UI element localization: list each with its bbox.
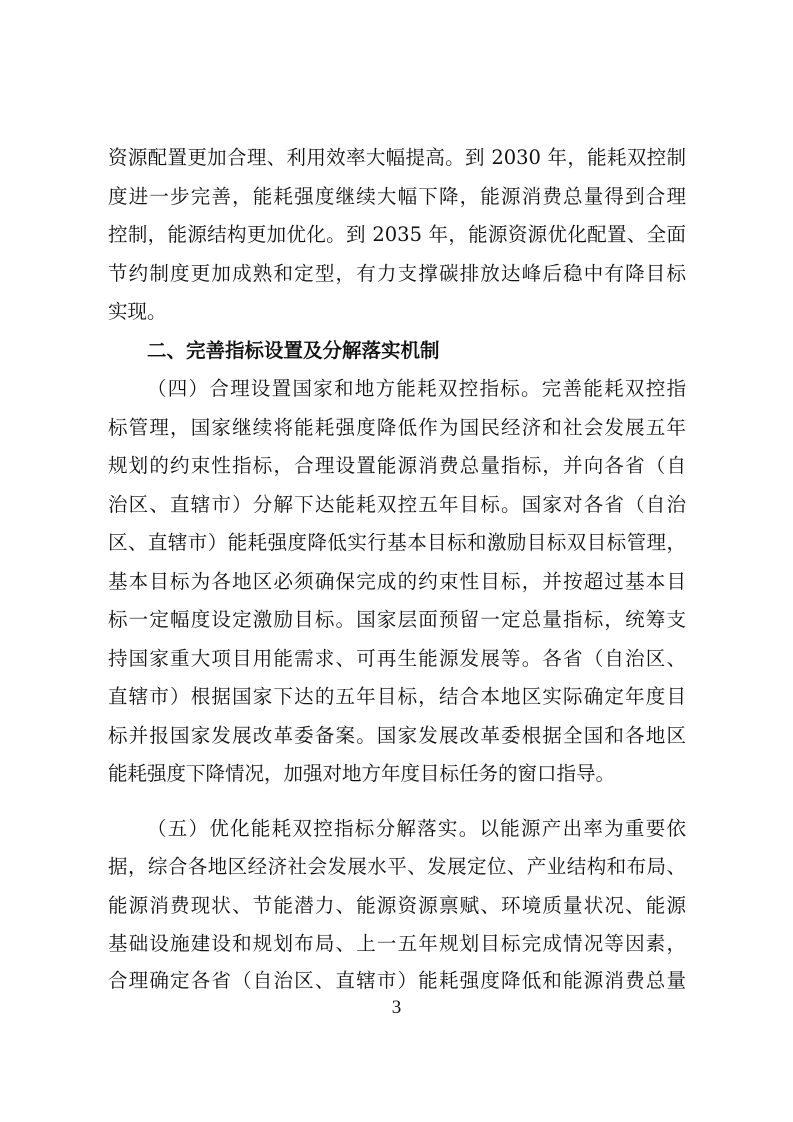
paragraph-line: 实现。 <box>108 300 167 323</box>
paragraph-line: 度进一步完善，能耗强度继续大幅下降，能源消费总量得到合理 <box>108 185 686 208</box>
paragraph-line: 标管理，国家继续将能耗强度降低作为国民经济和社会发展五年 <box>108 416 686 439</box>
paragraph-line: 控制，能源结构更加优化。到 2035 年，能源资源优化配置、全面 <box>108 223 686 246</box>
paragraph-line: （五）优化能耗双控指标分解落实。以能源产出率为重要依 <box>147 817 686 840</box>
paragraph-line: 标并报国家发展改革委备案。国家发展改革委根据全国和各地区 <box>108 724 686 747</box>
section-heading: 二、完善指标设置及分解落实机制 <box>147 339 440 362</box>
paragraph-line: 基础设施建设和规划布局、上一五年规划目标完成情况等因素， <box>108 932 686 955</box>
paragraph-line: （四）合理设置国家和地方能耗双控指标。完善能耗双控指 <box>147 377 686 400</box>
paragraph-line: 规划的约束性指标，合理设置能源消费总量指标，并向各省（自 <box>108 454 686 477</box>
paragraph-line: 区、直辖市）能耗强度降低实行基本目标和激励目标双目标管理， <box>108 531 686 554</box>
page-number: 3 <box>391 997 402 1018</box>
paragraph-line: 直辖市）根据国家下达的五年目标，结合本地区实际确定年度目 <box>108 685 686 708</box>
paragraph-line: 据，综合各地区经济社会发展水平、发展定位、产业结构和布局、 <box>108 855 686 878</box>
paragraph-line: 合理确定各省（自治区、直辖市）能耗强度降低和能源消费总量 <box>108 969 686 992</box>
paragraph-line: 能耗强度下降情况，加强对地方年度目标任务的窗口指导。 <box>108 762 616 785</box>
paragraph-line: 基本目标为各地区必须确保完成的约束性目标，并按超过基本目 <box>108 570 686 593</box>
paragraph-line: 能源消费现状、节能潜力、能源资源禀赋、环境质量状况、能源 <box>108 894 686 917</box>
paragraph-line: 治区、直辖市）分解下达能耗双控五年目标。国家对各省（自治 <box>108 493 686 516</box>
paragraph-line: 持国家重大项目用能需求、可再生能源发展等。各省（自治区、 <box>108 647 686 670</box>
paragraph-line: 标一定幅度设定激励目标。国家层面预留一定总量指标，统筹支 <box>108 608 686 631</box>
paragraph-line: 资源配置更加合理、利用效率大幅提高。到 2030 年，能耗双控制 <box>108 146 686 169</box>
paragraph-line: 节约制度更加成熟和定型，有力支撑碳排放达峰后稳中有降目标 <box>108 262 686 285</box>
